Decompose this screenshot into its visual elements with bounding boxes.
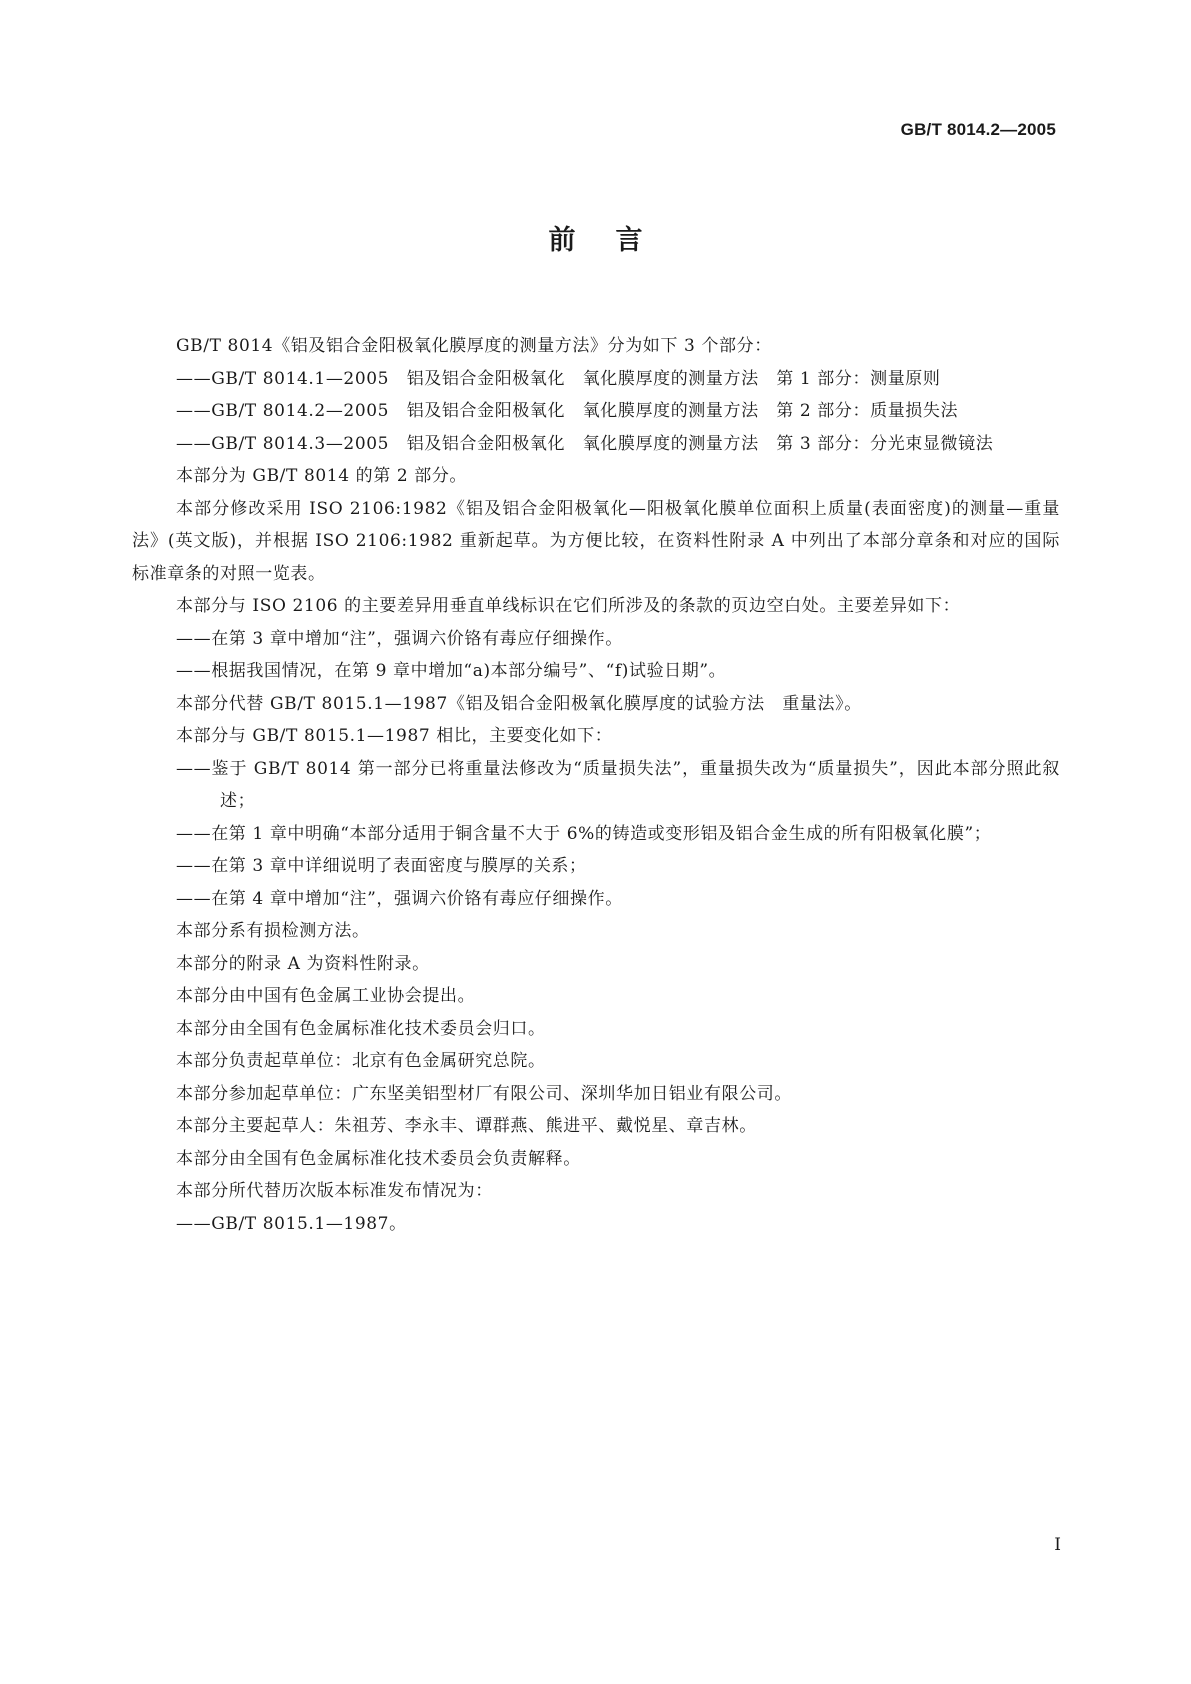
foreword-paragraph: 本部分系有损检测方法。 xyxy=(176,921,370,941)
foreword-paragraph: 本部分参加起草单位：广东坚美铝型材厂有限公司、深圳华加日铝业有限公司。 xyxy=(176,1083,792,1104)
foreword-body xyxy=(132,330,1060,1240)
foreword-paragraph: 本部分修改采用 ISO 2106:1982《铝及铝合金阳极氧化—阳极氧化膜单位面积上质量(表面密度)的测量—重量法》(英文版)，并根据 ISO 2106:1982 重新起草。为方便比较，在资料性附录 A 中列出了本部分章条和对应的国际标准章条的对照一览表。 xyxy=(132,498,1060,584)
foreword-paragraph: 本部分主要起草人：朱祖芳、李永丰、谭群燕、熊进平、戴悦星、章吉林。 xyxy=(176,1116,757,1136)
foreword-paragraph: 本部分由全国有色金属标准化技术委员会负责解释。 xyxy=(176,1148,581,1169)
change-list-item: ——鉴于 GB/T 8014 第一部分已将重量法修改为“质量损失法”，重量损失改为“质量损失”，因此本部分照此叙述； xyxy=(176,758,1060,811)
foreword-paragraph: 本部分与 ISO 2106 的主要差异用垂直单线标识在它们所涉及的条款的页边空白处。主要差异如下： xyxy=(176,596,961,616)
change-list-item: ——在第 3 章中详细说明了表面密度与膜厚的关系； xyxy=(176,856,587,876)
foreword-paragraph: 本部分负责起草单位：北京有色金属研究总院。 xyxy=(176,1051,546,1071)
page-title: 前言 xyxy=(548,225,683,256)
difference-list-item: ——在第 3 章中增加“注”，强调六价铬有毒应仔细操作。 xyxy=(176,628,623,649)
part-list-item: ——GB/T 8014.3—2005 铝及铝合金阳极氧化 氧化膜厚度的测量方法 第 3 部分：分光束显微镜法 xyxy=(176,433,994,454)
foreword-paragraph: 本部分由全国有色金属标准化技术委员会归口。 xyxy=(176,1018,546,1039)
foreword-paragraph: 本部分与 GB/T 8015.1—1987 相比，主要变化如下： xyxy=(176,726,613,746)
difference-list-item: ——根据我国情况，在第 9 章中增加“a)本部分编号”、“f)试验日期”。 xyxy=(176,661,727,681)
foreword-paragraph: GB/T 8014《铝及铝合金阳极氧化膜厚度的测量方法》分为如下 3 个部分： xyxy=(176,336,772,356)
standard-number: GB/T 8014.2—2005 xyxy=(900,120,1056,139)
part-list-item: ——GB/T 8014.1—2005 铝及铝合金阳极氧化 氧化膜厚度的测量方法 第 1 部分：测量原则 xyxy=(176,368,941,389)
change-list-item: ——在第 1 章中明确“本部分适用于铜含量不大于 6%的铸造或变形铝及铝合金生成的所有阳极氧化膜”； xyxy=(176,823,992,844)
part-list-item: ——GB/T 8014.2—2005 铝及铝合金阳极氧化 氧化膜厚度的测量方法 第 2 部分：质量损失法 xyxy=(176,401,959,421)
foreword-paragraph: 本部分所代替历次版本标准发布情况为： xyxy=(176,1181,493,1201)
change-list-item: ——在第 4 章中增加“注”，强调六价铬有毒应仔细操作。 xyxy=(176,888,623,909)
foreword-paragraph: 本部分的附录 A 为资料性附录。 xyxy=(176,953,430,974)
page-number: I xyxy=(1054,1535,1061,1555)
foreword-paragraph: ——GB/T 8015.1—1987。 xyxy=(176,1213,407,1234)
foreword-paragraph: 本部分代替 GB/T 8015.1—1987《铝及铝合金阳极氧化膜厚度的试验方法 重量法》。 xyxy=(176,693,862,714)
foreword-paragraph: 本部分由中国有色金属工业协会提出。 xyxy=(176,986,476,1006)
foreword-paragraph: 本部分为 GB/T 8014 的第 2 部分。 xyxy=(176,466,468,486)
